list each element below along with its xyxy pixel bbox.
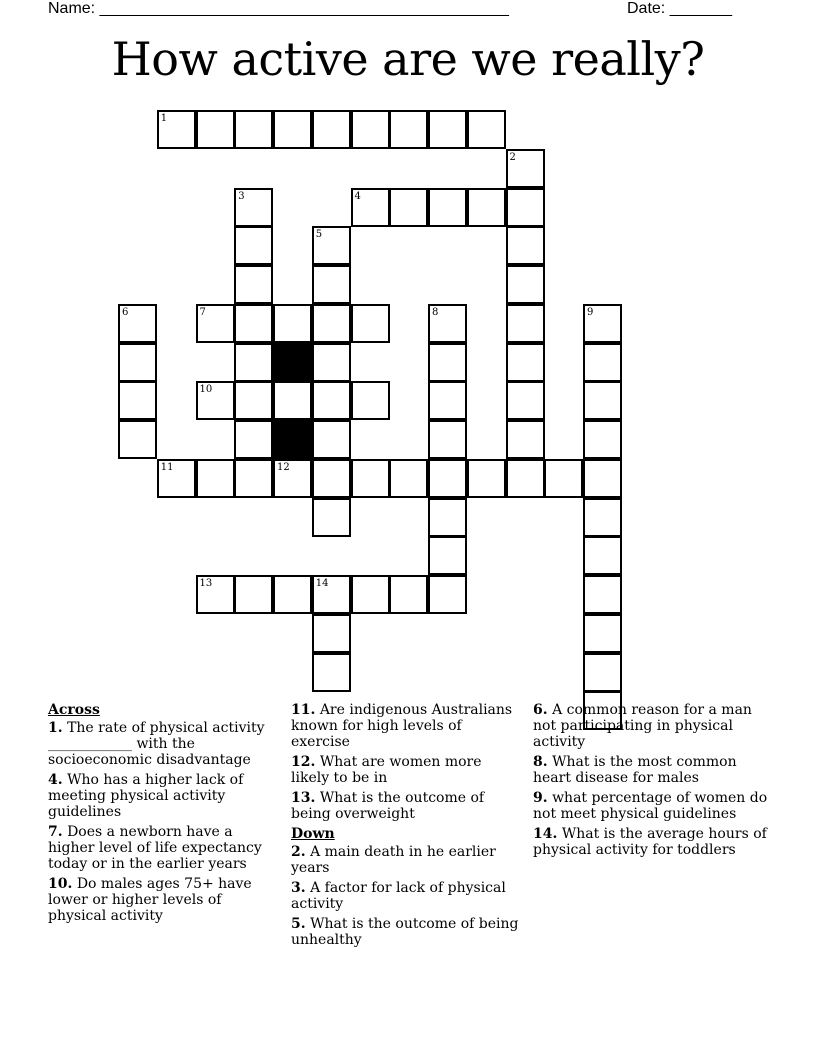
crossword-cell[interactable] xyxy=(583,498,622,537)
crossword-cell[interactable] xyxy=(506,265,545,304)
crossword-cell[interactable] xyxy=(273,304,312,343)
crossword-cell[interactable] xyxy=(428,343,467,382)
crossword-cell[interactable] xyxy=(312,575,351,614)
clue-number: 7 xyxy=(199,306,206,318)
crossword-cell[interactable] xyxy=(506,459,545,498)
clue-across-11: 11. Are indigenous Australians known for high levels of exercise xyxy=(291,702,513,750)
clue-down-5: 5. What is the outcome of being unhealthy xyxy=(291,916,519,948)
name-field-label: Name: ______________________________________________ xyxy=(48,0,509,17)
crossword-cell[interactable] xyxy=(351,381,390,420)
crossword-cell[interactable] xyxy=(312,653,351,692)
crossword-cell[interactable] xyxy=(196,575,235,614)
crossword-cell[interactable] xyxy=(234,459,273,498)
crossword-cell[interactable] xyxy=(234,265,273,304)
crossword-cell[interactable] xyxy=(157,459,196,498)
crossword-cell[interactable] xyxy=(234,343,273,382)
crossword-cell[interactable] xyxy=(583,381,622,420)
clue-across-10: 10. Do males ages 75+ have lower or higher levels of physical activity xyxy=(48,876,252,924)
crossword-cell[interactable] xyxy=(196,381,235,420)
clue-number: 8 xyxy=(432,306,439,318)
crossword-cell[interactable] xyxy=(351,575,390,614)
crossword-cell[interactable] xyxy=(583,304,622,343)
crossword-cell[interactable] xyxy=(351,110,390,149)
clue-across-1: 1. The rate of physical activity ____________ with the socioeconomic disadvantage xyxy=(48,720,265,768)
crossword-cell[interactable] xyxy=(506,188,545,227)
crossword-cell[interactable] xyxy=(312,498,351,537)
crossword-cell[interactable] xyxy=(234,304,273,343)
clue-across-13: 13. What is the outcome of being overweight xyxy=(291,790,485,822)
crossword-cell[interactable] xyxy=(157,110,196,149)
date-field-label: Date: _______ xyxy=(627,0,732,17)
clue-across-7: 7. Does a newborn have a higher level of life expectancy today or in the earlier years xyxy=(48,824,262,872)
clue-number: 13 xyxy=(199,578,213,589)
crossword-cell[interactable] xyxy=(583,536,622,575)
crossword-cell[interactable] xyxy=(506,420,545,459)
crossword-cell[interactable] xyxy=(428,459,467,498)
clue-number: 5 xyxy=(315,229,323,241)
crossword-cell[interactable] xyxy=(506,149,545,188)
crossword-cell[interactable] xyxy=(273,381,312,420)
clue-down-14: 14. What is the average hours of physical activity for toddlers xyxy=(533,826,767,858)
crossword-cell[interactable] xyxy=(467,459,506,498)
crossword-cell[interactable] xyxy=(234,420,273,459)
crossword-cell[interactable] xyxy=(428,536,467,575)
crossword-cell[interactable] xyxy=(506,304,545,343)
crossword-cell[interactable] xyxy=(234,188,273,227)
crossword-cell[interactable] xyxy=(544,459,583,498)
crossword-cell[interactable] xyxy=(428,304,467,343)
crossword-cell[interactable] xyxy=(428,575,467,614)
crossword-cell[interactable] xyxy=(234,575,273,614)
crossword-cell[interactable] xyxy=(273,110,312,149)
clue-number: 9 xyxy=(587,306,594,318)
clue-number: 4 xyxy=(354,190,361,202)
clue-down-6: 6. A common reason for a man not participating in physical activity xyxy=(533,702,752,750)
crossword-cell[interactable] xyxy=(312,381,351,420)
clue-number: 1 xyxy=(160,113,168,124)
crossword-cell[interactable] xyxy=(312,343,351,382)
clue-column-3 xyxy=(533,702,773,862)
crossword-cell[interactable] xyxy=(583,575,622,614)
crossword-cell[interactable] xyxy=(273,575,312,614)
crossword-cell[interactable] xyxy=(196,304,235,343)
down-heading: Down xyxy=(291,826,335,842)
crossword-cell[interactable] xyxy=(389,110,428,149)
crossword-cell[interactable] xyxy=(467,188,506,227)
crossword-cell[interactable] xyxy=(196,459,235,498)
clue-number: 2 xyxy=(509,151,516,163)
crossword-cell[interactable] xyxy=(234,226,273,265)
crossword-cell[interactable] xyxy=(428,188,467,227)
clue-number: 3 xyxy=(238,190,245,202)
crossword-cell[interactable] xyxy=(506,343,545,382)
crossword-cell[interactable] xyxy=(506,381,545,420)
crossword-cell[interactable] xyxy=(312,614,351,653)
crossword-cell[interactable] xyxy=(428,110,467,149)
clue-across-12: 12. What are women more likely to be in xyxy=(291,754,482,786)
crossword-cell[interactable] xyxy=(467,110,506,149)
crossword-cell[interactable] xyxy=(583,614,622,653)
clue-number: 12 xyxy=(277,461,290,473)
clue-number: 11 xyxy=(160,461,174,473)
clue-number: 6 xyxy=(122,306,129,318)
crossword-cell[interactable] xyxy=(234,381,273,420)
crossword-cell[interactable] xyxy=(312,420,351,459)
crossword-cell[interactable] xyxy=(312,304,351,343)
crossword-cell[interactable] xyxy=(583,459,622,498)
clue-number: 14 xyxy=(315,578,329,589)
crossword-cell[interactable] xyxy=(428,498,467,537)
clue-number: 10 xyxy=(199,384,213,396)
across-heading: Across xyxy=(48,702,100,718)
crossword-cell[interactable] xyxy=(389,459,428,498)
crossword-cell[interactable] xyxy=(506,226,545,265)
crossword-cell[interactable] xyxy=(118,420,157,459)
crossword-cell[interactable] xyxy=(351,304,390,343)
crossword-cell[interactable] xyxy=(118,343,157,382)
clue-down-8: 8. What is the most common heart disease for males xyxy=(533,754,737,786)
crossword-cell[interactable] xyxy=(351,188,390,227)
crossword-cell[interactable] xyxy=(312,265,351,304)
black-square xyxy=(273,343,312,382)
clue-column-2 xyxy=(291,702,521,952)
crossword-cell[interactable] xyxy=(118,381,157,420)
black-square xyxy=(273,420,312,459)
crossword-cell[interactable] xyxy=(583,420,622,459)
puzzle-title: How active are we really? xyxy=(111,32,705,86)
crossword-cell[interactable] xyxy=(428,381,467,420)
crossword-cell[interactable] xyxy=(312,110,351,149)
crossword-cell[interactable] xyxy=(389,575,428,614)
clue-down-2: 2. A main death in he earlier years xyxy=(291,844,496,876)
crossword-cell[interactable] xyxy=(583,343,622,382)
crossword-cell[interactable] xyxy=(389,188,428,227)
crossword-cell[interactable] xyxy=(351,459,390,498)
crossword-cell[interactable] xyxy=(234,110,273,149)
clue-down-9: 9. what percentage of women do not meet physical guidelines xyxy=(533,790,768,822)
clue-down-3: 3. A factor for lack of physical activity xyxy=(291,880,506,912)
crossword-cell[interactable] xyxy=(196,110,235,149)
crossword-cell[interactable] xyxy=(428,420,467,459)
clue-across-4: 4. Who has a higher lack of meeting physical activity guidelines xyxy=(48,772,244,820)
clue-column-1 xyxy=(48,702,280,928)
crossword-cell[interactable] xyxy=(312,226,351,265)
crossword-cell[interactable] xyxy=(273,459,312,498)
crossword-cell[interactable] xyxy=(583,653,622,692)
crossword-cell[interactable] xyxy=(312,459,351,498)
crossword-cell[interactable] xyxy=(118,304,157,343)
